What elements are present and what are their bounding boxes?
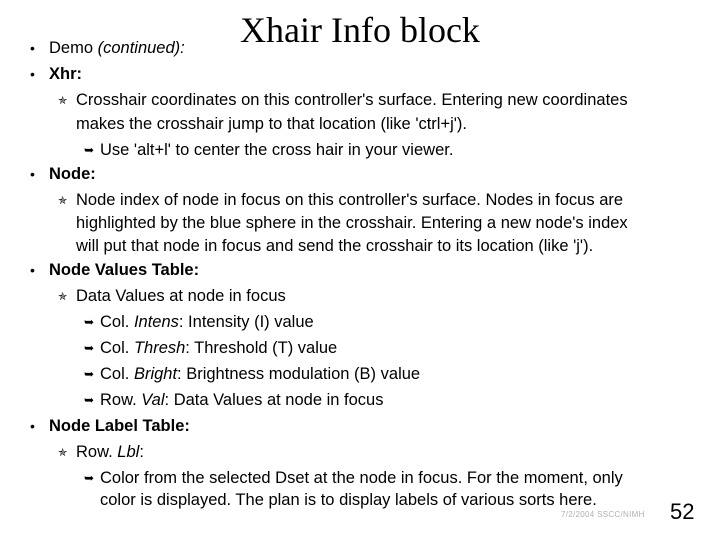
label-row-lbl (76, 439, 144, 465)
item-rest: : Threshold (T) value (185, 339, 338, 357)
xhr-heading: Xhr: (49, 65, 82, 83)
label-desc-line2: color is displayed. The plan is to display labels of various sorts here. (100, 491, 597, 509)
item-prefix: Row. (76, 443, 118, 461)
item-prefix: Col. (100, 365, 134, 383)
bullet-level2-star-icon: ✯ (58, 95, 68, 107)
demo-continued-line (49, 35, 185, 61)
bullet-level3-arrow-icon: ➥ (84, 393, 95, 407)
node-desc-line3: will put that node in focus and send the crosshair to its location (like 'j'). (76, 237, 594, 255)
bullet-level1: • (30, 66, 35, 82)
demo-label: Demo (49, 39, 98, 57)
bullet-level2-star-icon: ✯ (58, 447, 68, 459)
bullet-level3-arrow-icon: ➥ (84, 143, 95, 157)
item-term: Lbl (117, 443, 140, 461)
slide-title: Xhair Info block (240, 10, 480, 50)
label-desc-line1: Color from the selected Dset at the node in focus. For the moment, only (100, 469, 623, 487)
item-term: Thresh (133, 339, 186, 357)
item-term: Intens (133, 313, 179, 331)
values-item-val (100, 387, 383, 413)
item-term: Bright (133, 365, 178, 383)
node-values-table-desc: Data Values at node in focus (76, 287, 286, 305)
footer-date-org: 7/2/2004 SSCC/NIMH (561, 510, 645, 519)
bullet-level1: • (30, 40, 35, 56)
bullet-level2-star-icon: ✯ (58, 291, 68, 303)
bullet-level3-arrow-icon: ➥ (84, 315, 95, 329)
node-desc-line2: highlighted by the blue sphere in the crosshair. Entering a new node's index (76, 214, 628, 232)
xhr-desc-line2: makes the crosshair jump to that location (like 'ctrl+j'). (76, 115, 467, 133)
item-term: Val (141, 391, 165, 409)
bullet-level2-star-icon: ✯ (58, 195, 68, 207)
bullet-level3-arrow-icon: ➥ (84, 471, 95, 485)
values-item-bright (100, 361, 420, 387)
values-item-intens (100, 309, 314, 335)
values-item-thresh (100, 335, 337, 361)
item-prefix: Col. (100, 313, 134, 331)
bullet-level1: • (30, 418, 35, 434)
item-rest: : Brightness modulation (B) value (177, 365, 421, 383)
page-number: 52 (670, 499, 695, 524)
item-prefix: Col. (100, 339, 134, 357)
bullet-level1: • (30, 166, 35, 182)
node-values-table-heading: Node Values Table: (49, 261, 200, 279)
item-rest: : (139, 443, 144, 461)
bullet-level3-arrow-icon: ➥ (84, 341, 95, 355)
node-desc-line1: Node index of node in focus on this controller's surface. Nodes in focus are (76, 191, 624, 209)
node-label-table-heading: Node Label Table: (49, 417, 190, 435)
xhr-tip: Use 'alt+l' to center the cross hair in your viewer. (100, 141, 454, 159)
item-rest: : Data Values at node in focus (164, 391, 384, 409)
node-heading: Node: (49, 165, 96, 183)
item-prefix: Row. (100, 391, 142, 409)
xhr-desc-line1: Crosshair coordinates on this controller's surface. Entering new coordinates (76, 91, 628, 109)
item-rest: : Intensity (I) value (178, 313, 314, 331)
bullet-level1: • (30, 262, 35, 278)
continued-label: (continued): (97, 39, 185, 57)
bullet-level3-arrow-icon: ➥ (84, 367, 95, 381)
